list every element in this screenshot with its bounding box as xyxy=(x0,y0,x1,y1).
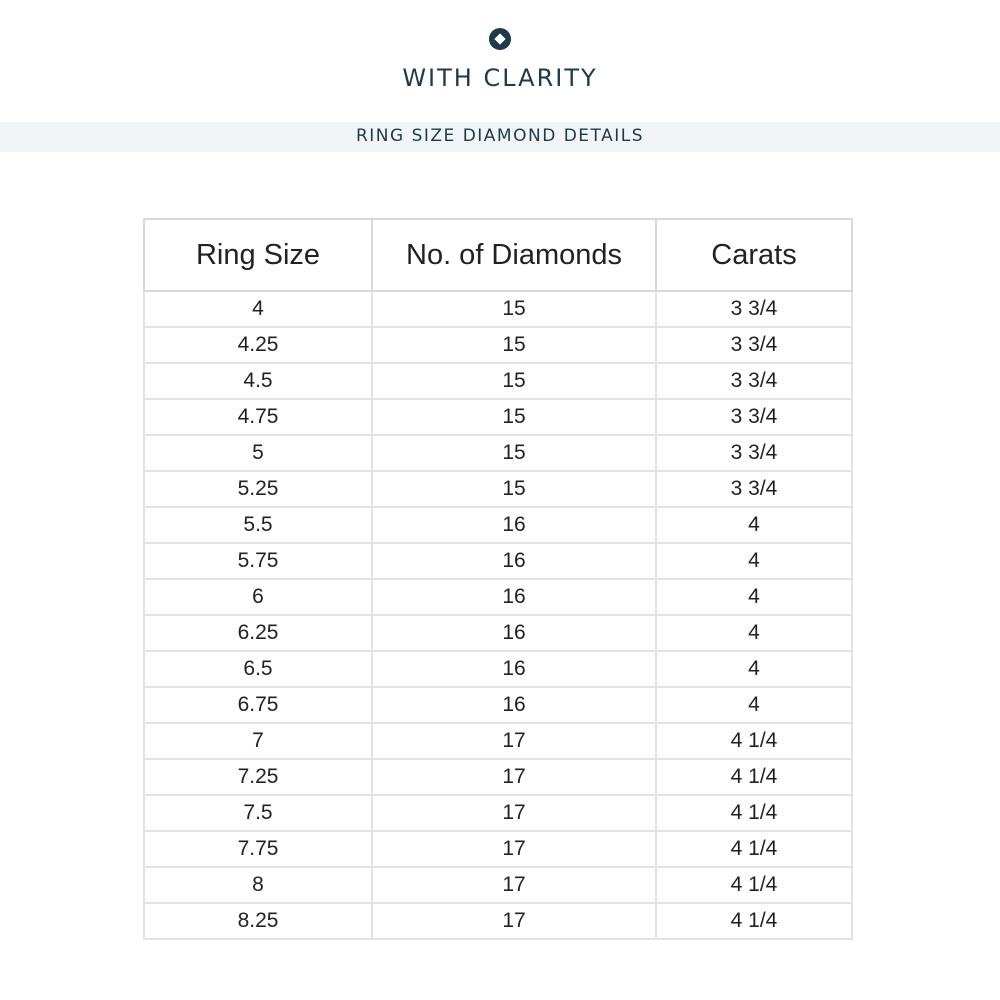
table-row xyxy=(144,579,852,615)
table-row xyxy=(144,327,852,363)
cell-carats: 4 xyxy=(656,615,852,651)
cell-ring-size: 7.25 xyxy=(144,759,372,795)
cell-no-of-diamonds: 17 xyxy=(372,867,656,903)
table-row xyxy=(144,507,852,543)
cell-carats: 4 xyxy=(656,651,852,687)
table-row xyxy=(144,615,852,651)
cell-carats: 4 xyxy=(656,543,852,579)
cell-no-of-diamonds: 17 xyxy=(372,759,656,795)
cell-ring-size: 8.25 xyxy=(144,903,372,939)
table-row xyxy=(144,759,852,795)
ring-size-table xyxy=(143,218,853,940)
table-row xyxy=(144,435,852,471)
table-row xyxy=(144,723,852,759)
header-no-of-diamonds: No. of Diamonds xyxy=(372,219,656,291)
cell-no-of-diamonds: 16 xyxy=(372,615,656,651)
cell-no-of-diamonds: 16 xyxy=(372,543,656,579)
table-row xyxy=(144,687,852,723)
cell-ring-size: 8 xyxy=(144,867,372,903)
cell-no-of-diamonds: 15 xyxy=(372,327,656,363)
header-ring-size: Ring Size xyxy=(144,219,372,291)
cell-ring-size: 4.75 xyxy=(144,399,372,435)
cell-carats: 4 1/4 xyxy=(656,867,852,903)
cell-carats: 4 1/4 xyxy=(656,831,852,867)
brand-logo-icon xyxy=(489,28,511,50)
header-carats: Carats xyxy=(656,219,852,291)
cell-no-of-diamonds: 17 xyxy=(372,831,656,867)
cell-ring-size: 7 xyxy=(144,723,372,759)
cell-carats: 3 3/4 xyxy=(656,363,852,399)
cell-ring-size: 4.25 xyxy=(144,327,372,363)
cell-no-of-diamonds: 15 xyxy=(372,291,656,327)
cell-no-of-diamonds: 17 xyxy=(372,723,656,759)
table-row xyxy=(144,363,852,399)
table-row xyxy=(144,651,852,687)
table-row xyxy=(144,291,852,327)
cell-no-of-diamonds: 15 xyxy=(372,399,656,435)
cell-ring-size: 4.5 xyxy=(144,363,372,399)
cell-no-of-diamonds: 16 xyxy=(372,579,656,615)
cell-carats: 3 3/4 xyxy=(656,291,852,327)
brand-name: WITH CLARITY xyxy=(402,64,598,92)
cell-carats: 3 3/4 xyxy=(656,399,852,435)
table-row xyxy=(144,867,852,903)
table-row xyxy=(144,903,852,939)
cell-ring-size: 7.5 xyxy=(144,795,372,831)
cell-ring-size: 6 xyxy=(144,579,372,615)
cell-ring-size: 7.75 xyxy=(144,831,372,867)
cell-no-of-diamonds: 15 xyxy=(372,363,656,399)
cell-carats: 4 1/4 xyxy=(656,903,852,939)
cell-carats: 3 3/4 xyxy=(656,327,852,363)
cell-carats: 4 1/4 xyxy=(656,723,852,759)
cell-carats: 3 3/4 xyxy=(656,435,852,471)
table-row xyxy=(144,795,852,831)
cell-carats: 4 1/4 xyxy=(656,795,852,831)
cell-no-of-diamonds: 15 xyxy=(372,471,656,507)
table-row xyxy=(144,831,852,867)
diamond-icon xyxy=(494,33,505,44)
cell-ring-size: 6.75 xyxy=(144,687,372,723)
cell-ring-size: 4 xyxy=(144,291,372,327)
cell-carats: 4 xyxy=(656,579,852,615)
cell-ring-size: 6.25 xyxy=(144,615,372,651)
page-title: RING SIZE DIAMOND DETAILS xyxy=(0,122,1000,152)
cell-ring-size: 6.5 xyxy=(144,651,372,687)
table-header-row xyxy=(144,219,852,291)
table-row xyxy=(144,399,852,435)
cell-carats: 4 xyxy=(656,687,852,723)
cell-no-of-diamonds: 16 xyxy=(372,507,656,543)
table-row xyxy=(144,543,852,579)
cell-no-of-diamonds: 16 xyxy=(372,651,656,687)
cell-ring-size: 5.5 xyxy=(144,507,372,543)
cell-ring-size: 5.75 xyxy=(144,543,372,579)
cell-carats: 4 1/4 xyxy=(656,759,852,795)
cell-no-of-diamonds: 16 xyxy=(372,687,656,723)
cell-no-of-diamonds: 15 xyxy=(372,435,656,471)
cell-ring-size: 5.25 xyxy=(144,471,372,507)
cell-carats: 3 3/4 xyxy=(656,471,852,507)
cell-no-of-diamonds: 17 xyxy=(372,795,656,831)
table-body xyxy=(144,291,852,939)
table-row xyxy=(144,471,852,507)
cell-ring-size: 5 xyxy=(144,435,372,471)
cell-no-of-diamonds: 17 xyxy=(372,903,656,939)
cell-carats: 4 xyxy=(656,507,852,543)
